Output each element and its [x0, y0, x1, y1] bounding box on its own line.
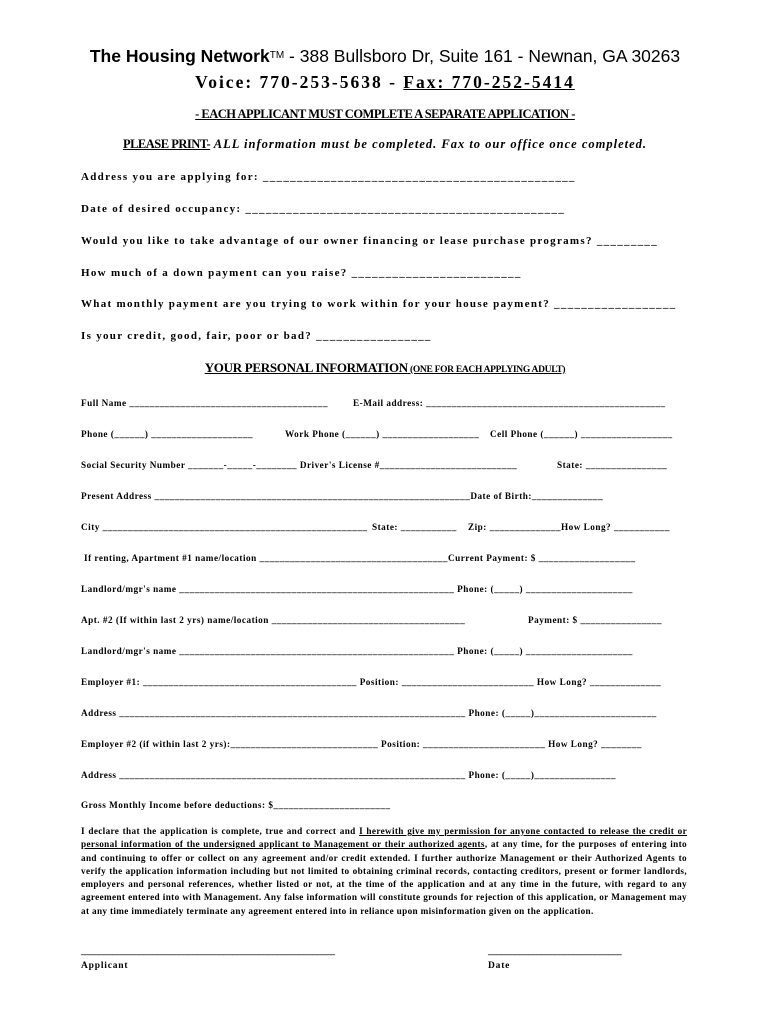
question-down-payment[interactable]: How much of a down payment can you raise? _________________________: [81, 267, 522, 279]
separate-application-banner: - EACH APPLICANT MUST COMPLETE A SEPARATE APPLICATION -: [195, 107, 575, 121]
email-field[interactable]: E-Mail address: _______________________________________________: [353, 398, 666, 408]
org-address: - 388 Bullsboro Dr, Suite 161 - Newnan, GA 30263: [284, 46, 681, 66]
contact-line: [0, 72, 770, 93]
present-address-field[interactable]: Present Address ______________________________________________________________Date of Birth:______________: [81, 491, 604, 501]
city-state-field[interactable]: State: ___________: [372, 522, 457, 532]
state-field[interactable]: State: ________________: [557, 460, 668, 470]
date-signature-line[interactable]: ______________________________: [488, 947, 622, 957]
employer-1-address-field[interactable]: Address ____________________________________________________________________ Phone: (_____)________________________: [81, 708, 657, 718]
section-note: (ONE FOR EACH APPLYING ADULT): [407, 365, 566, 375]
trademark: TM: [269, 50, 285, 61]
gross-income-field[interactable]: Gross Monthly Income before deductions: $_______________________: [81, 800, 391, 810]
applicant-signature-line[interactable]: _________________________________________________________: [81, 947, 335, 957]
work-phone-field[interactable]: Work Phone (______) ___________________: [285, 429, 480, 439]
fax-number: Fax: 770-252-5414: [403, 72, 575, 92]
personal-info-heading: [0, 360, 770, 376]
section-title: YOUR PERSONAL INFORMATION: [204, 360, 408, 375]
cell-phone-field[interactable]: Cell Phone (______) __________________: [490, 429, 673, 439]
declaration-permission: I herewith give my permission for anyone contacted to release the credit or personal information of the undersigned applicant to Management or their authorized agents: [81, 826, 688, 850]
employer-2-address-field[interactable]: Address ____________________________________________________________________ Phone: (_____)________________: [81, 770, 616, 780]
print-notice-lead: PLEASE PRINT-: [122, 137, 211, 151]
city-field[interactable]: City ____________________________________________________: [81, 522, 368, 532]
ssn-license-field[interactable]: Social Security Number _______-_____-________ Driver's License #___________________________: [81, 460, 518, 470]
landlord-2-field[interactable]: Landlord/mgr's name ______________________________________________________ Phone: (_____) _____________________: [81, 646, 633, 656]
landlord-1-field[interactable]: Landlord/mgr's name ______________________________________________________ Phone: (_____) _____________________: [81, 584, 633, 594]
question-owner-financing[interactable]: Would you like to take advantage of our owner financing or lease purchase programs? _________: [81, 235, 659, 247]
question-monthly-payment[interactable]: What monthly payment are you trying to work within for your house payment? __________________: [81, 298, 677, 310]
print-notice-text: ALL information must be completed. Fax to our office once completed.: [210, 137, 648, 151]
employer-1-field[interactable]: Employer #1: __________________________________________ Position: __________________________ How Long? ______________: [81, 677, 662, 687]
header-line: [0, 46, 770, 67]
applicant-label: Applicant: [81, 961, 129, 971]
declaration-part-2: , at any time, for the purposes of entering into and continuing to offer or collect on any agreement and/or credit extended. I further authorize Management or their Authorized Agents to verify the application information including but not limited to obtaining criminal records, contacting creditors, present or former landlords, employers and personal references, whether listed or not, at the time of the application and at any time in the future, with regard to any agreement entered into with Management. Any false information will constitute grounds for rejection of this application, or Management may at any time immediately terminate any agreement entered into in reliance upon misinformation given on the application.: [81, 839, 687, 916]
question-credit[interactable]: Is your credit, good, fair, poor or bad? _________________: [81, 330, 432, 342]
org-name: The Housing Network: [89, 46, 270, 66]
employer-2-field[interactable]: Employer #2 (if within last 2 yrs):_____________________________ Position: ________________________ How Long? ________: [81, 739, 642, 749]
apartment-1-field[interactable]: If renting, Apartment #1 name/location _____________________________________Current Payment: $ ___________________: [84, 553, 636, 563]
apartment-2-field[interactable]: Apt. #2 (If within last 2 yrs) name/location ______________________________________: [81, 615, 466, 625]
voice-number: Voice: 770-253-5638 -: [195, 72, 404, 92]
full-name-field[interactable]: Full Name _______________________________________: [81, 398, 329, 408]
declaration-part-1: I declare that the application is complete, true and correct and: [81, 826, 360, 836]
phone-field[interactable]: Phone (______) ____________________: [81, 429, 254, 439]
zip-field[interactable]: Zip: ______________How Long? ___________: [468, 522, 670, 532]
declaration-paragraph: [81, 825, 687, 918]
payment-2-field[interactable]: Payment: $ ________________: [528, 615, 662, 625]
question-occupancy-date[interactable]: Date of desired occupancy: _______________________________________________: [81, 203, 566, 215]
question-address-applying[interactable]: Address you are applying for: ______________________________________________: [81, 171, 576, 183]
print-notice: [0, 137, 770, 152]
date-label: Date: [488, 961, 511, 971]
